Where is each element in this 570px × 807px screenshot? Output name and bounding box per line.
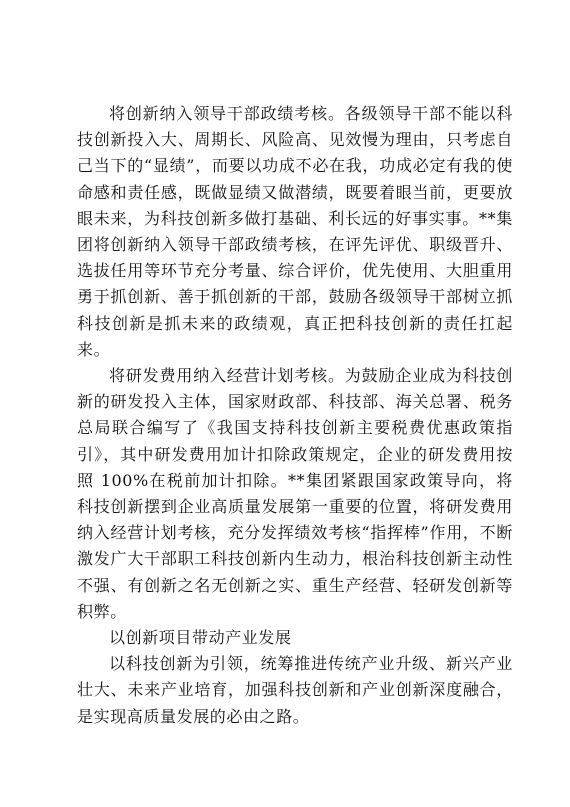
section-heading-innovation-projects: 以创新项目带动产业发展 xyxy=(109,628,292,648)
paragraph-rd-expense-assessment: 将研发费用纳入经营计划考核。为鼓励企业成为科技创新的研发投入主体，国家财政部、科技部、海关总署、税务总局联合编写了《我国支持科技创新主要税费优惠政策指引》，其中研发费用加计扣除政策规定，企业的研发费用按照 100%在税前加计扣除。**集团紧跟国家政策导向，将科技创新摆到企业高质量发展第一重要的位置，将研发费用纳入经营计划考核，充分发挥绩效考核“指挥棒”作用，不断激发广大干部职工科技创新内生动力，根治科技创新主动性不强、有创新之名无创新之实、重生产经营、轻研发创新等积弊。 xyxy=(77,366,513,621)
document-body xyxy=(77,101,513,730)
paragraph-industry-development: 以科技创新为引领，统筹推进传统产业升级、新兴产业壮大、未来产业培育，加强科技创新和产业创新深度融合，是实现高质量发展的必由之路。 xyxy=(77,654,513,726)
paragraph-leadership-assessment: 将创新纳入领导干部政绩考核。各级领导干部不能以科技创新投入大、周期长、风险高、见效慢为理由，只考虑自己当下的“显绩”，而要以功成不必在我，功成必定有我的使命感和责任感，既做显绩又做潜绩，既要着眼当前，更要放眼未来，为科技创新多做打基础、利长远的好事实事。**集团将创新纳入领导干部政绩考核，在评先评优、职级晋升、选拔任用等环节充分考量、综合评价，优先使用、大胆重用勇于抓创新、善于抓创新的干部，鼓励各级领导干部树立抓科技创新是抓未来的政绩观，真正把科技创新的责任扛起来。 xyxy=(77,104,513,359)
